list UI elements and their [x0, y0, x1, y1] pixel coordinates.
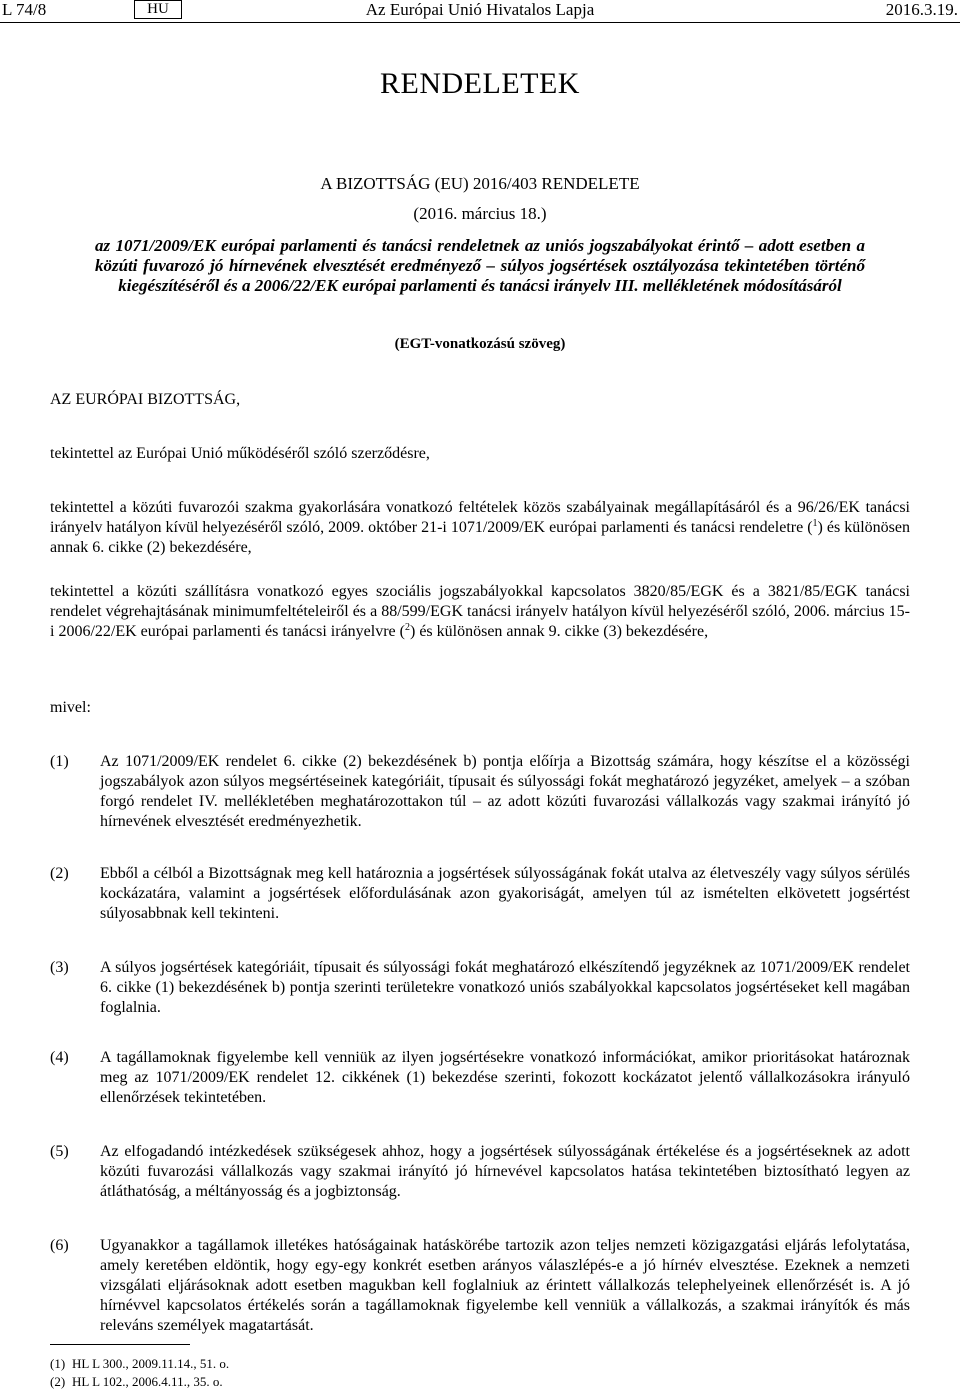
- footnote-text: HL L 102., 2006.4.11., 35. o.: [72, 1374, 223, 1389]
- recital-number: (1): [50, 753, 69, 770]
- citation-treaty: tekintettel az Európai Unió működéséről szóló szerződésre,: [50, 445, 430, 462]
- citation-text: tekintettel a közúti fuvarozói szakma gyakorlására vonatkozó feltételek közös szabályainak megállapításáról és a 96/26/EK tanácsi irányelv hatályon kívül helyezéséről szóló, 2009. október 21-i 1071/2009/EK európai parlamenti és tanácsi rendeletre (: [50, 499, 910, 536]
- recital-number: (6): [50, 1237, 69, 1254]
- header-divider: [0, 22, 960, 23]
- citation-regulation-1071: [50, 498, 910, 558]
- eea-relevance: (EGT-vonatkozású szöveg): [394, 336, 566, 352]
- recital-number: (3): [50, 959, 69, 976]
- recital-text: A súlyos jogsértések kategóriáit, típusait és súlyossági fokát meghatározó elkészítendő jegyzéknek az 1071/2009/EK rendelet 6. cikke (1) bekezdésének b) pontja szerinti területekre vonatkozó uniós szabályokkal kapcsolatos jogsértéseket kell magában foglalnia.: [100, 959, 910, 1016]
- recital-text: Az elfogadandó intézkedések szükségesek ahhoz, hogy a jogsértések súlyosságának értékelése és a jogsértéseknek az adott közúti fuvarozási vállalkozás vagy szakmai irányító jó hírnevével kapcsolatos hatása tekintetében biztosítható legyen az átláthatóság, a méltányosság és a jogbiztonság.: [100, 1143, 910, 1200]
- regulation-title: A BIZOTTSÁG (EU) 2016/403 RENDELETE: [320, 174, 640, 193]
- commission-heading: AZ EURÓPAI BIZOTTSÁG,: [50, 391, 241, 408]
- footnote-ref[interactable]: 2: [404, 622, 410, 633]
- recital-text: Az 1071/2009/EK rendelet 6. cikke (2) bekezdésének b) pontja előírja a Bizottság számára, hogy készítse el a közösségi jogszabályok azon súlyos megsértéseinek kategóriáit, típusait és súlyossági fokát meghatározó jegyzéket, amelyek – a szóban forgó rendelet IV. mellékletében meghatározottakon túl – az adott közúti fuvarozási vállalkozás vagy szakmai irányító jó hírnevének elvesztését eredményezhetik.: [100, 753, 910, 830]
- footnote-number: (1): [50, 1356, 66, 1371]
- regulation-date: (2016. március 18.): [413, 204, 547, 223]
- journal-title: Az Európai Unió Hivatalos Lapja: [365, 0, 595, 19]
- recital-number: (5): [50, 1143, 69, 1160]
- footnote: [50, 1356, 229, 1372]
- whereas-heading: mivel:: [50, 699, 91, 716]
- citation-text: ) és különösen annak 9. cikke (3) bekezdésére,: [409, 623, 709, 640]
- recital-text: Ugyanakkor a tagállamok illetékes hatóságainak hatáskörébe tartozik azon teljes nemzeti közigazgatási eljárás lefolytatása, amely keretében eldöntik, hogy egy-egy konkrét esetben arányos válaszlépés-e a jó hírnév elvesztése. Ezeknek a nemzeti vizsgálati eljárásoknak adott esetben magukban kell foglalniuk az érintett vállalkozás telephelyeinek ellenőrzését is. A jó hírnévvel kapcsolatos értékelés során a tagállamoknak figyelembe kell venniük a vállalkozás, a szakmai irányítók és más releváns személyek magatartását.: [100, 1237, 910, 1334]
- footnote-divider: [50, 1344, 190, 1345]
- citation-text: ) és különösen annak 6. cikke (2) bekezdésére,: [50, 519, 910, 556]
- footnote-text: HL L 300., 2009.11.14., 51. o.: [72, 1356, 230, 1371]
- page-header: [0, 0, 960, 22]
- recital-number: (2): [50, 865, 69, 882]
- footnote-ref[interactable]: 1: [812, 518, 818, 529]
- citation-text: tekintettel a közúti szállításra vonatkozó egyes szociális jogszabályokkal kapcsolatos 3820/85/EGK és a 3821/85/EGK tanácsi rendelet végrehajtásának minimumfeltételeiről és a 88/599/EGK tanácsi irányelv hatályon kívül helyezéséről szóló, 2006. március 15-i 2006/22/EK európai parlamenti és tanácsi irányelvre (: [50, 583, 910, 640]
- recital-text: Ebből a célból a Bizottságnak meg kell határoznia a jogsértések súlyosságának fokát utalva az életveszély vagy súlyos sérülés kockázatára, valamint a jogsértések előfordulásának azon gyakoriságát, amelyen túl az ismételten elkövetett jogsértést súlyosabbnak kell tekinteni.: [100, 865, 910, 922]
- footnote-number: (2): [50, 1374, 66, 1389]
- language-badge: HU: [134, 0, 182, 19]
- footnote: [50, 1374, 223, 1390]
- citation-directive-2006-22: [50, 582, 910, 642]
- publication-date: 2016.3.19.: [885, 0, 958, 19]
- section-title: RENDELETEK: [380, 67, 580, 100]
- recital-text: A tagállamoknak figyelembe kell venniük az ilyen jogsértésekre vonatkozó információkat, amikor prioritásokat határoznak meg az 1071/2009/EK rendelet 12. cikkének (1) bekezdése szerinti, fokozott kockázatot jelentő vállalkozásokra irányuló ellenőrzések tekintetében.: [100, 1049, 910, 1106]
- recital-number: (4): [50, 1049, 69, 1066]
- page-reference: L 74/8: [2, 0, 47, 19]
- regulation-subject: az 1071/2009/EK európai parlamenti és tanácsi rendeletnek az uniós jogszabályokat érintő – adott esetben a közúti fuvarozó jó hírnevének elvesztését eredményező – súlyos jogsértések osztályozása tekintetében történő kiegészítéséről és a 2006/22/EK európai parlamenti és tanácsi irányelv III. mellékletének módosításáról: [95, 236, 865, 295]
